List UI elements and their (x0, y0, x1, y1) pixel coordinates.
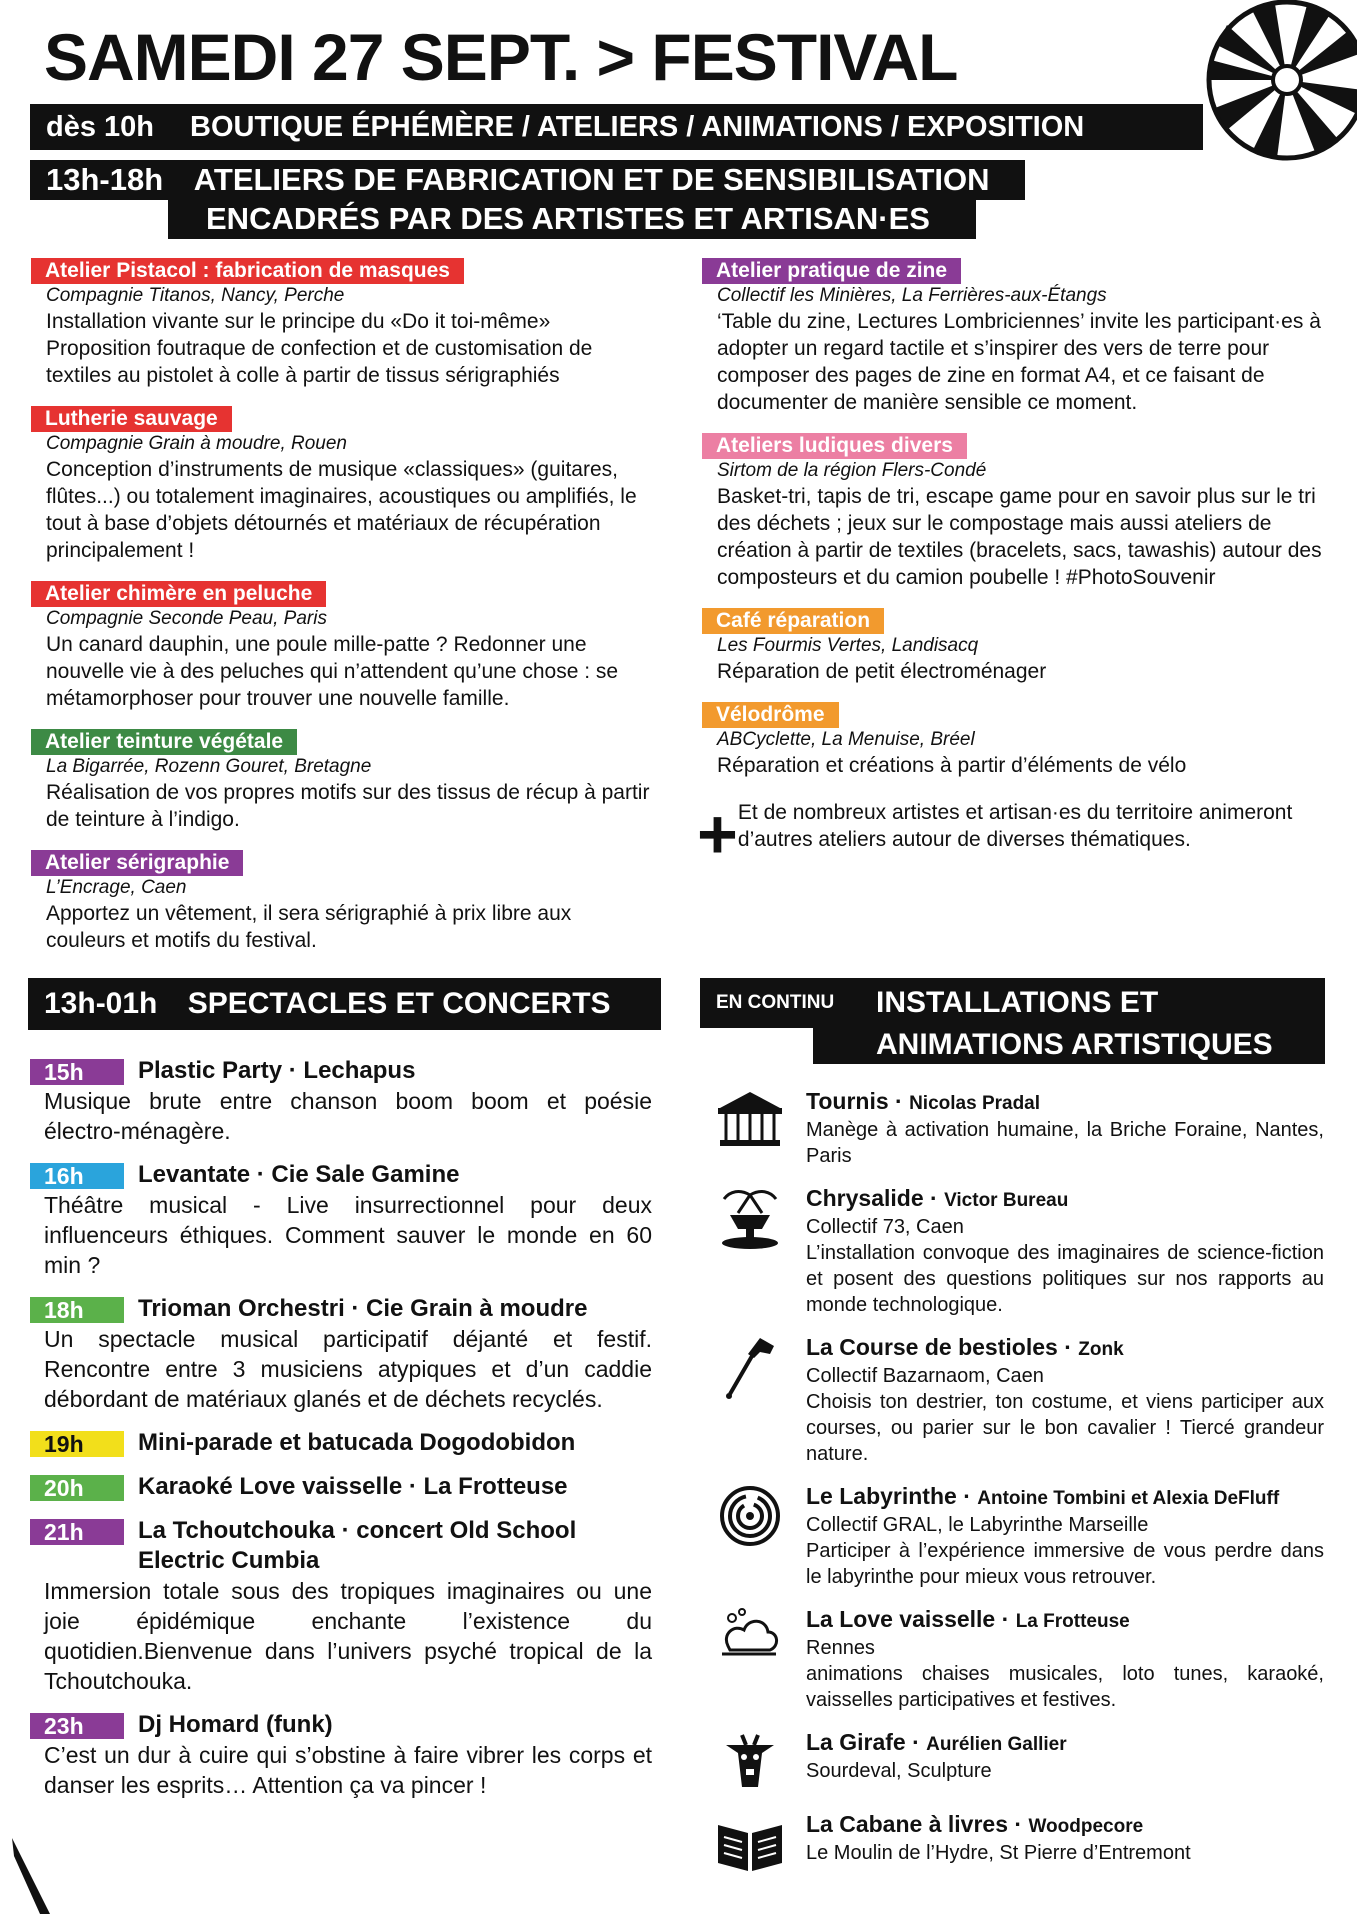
workshop-organizer: ABCyclette, La Menuise, Bréel (717, 729, 975, 750)
show-title: Karaoké Love vaisselle · La Frotteuse (138, 1473, 568, 1500)
show-item (44, 1160, 652, 1280)
installation-organizer: Collectif GRAL, le Labyrinthe Marseille (806, 1514, 1149, 1536)
show-item (44, 1294, 652, 1414)
installation-organizer: Collectif 73, Caen (806, 1216, 964, 1238)
installation-description: Choisis ton destrier, ton costume, et viens participer aux courses, ou parier sur le bon cavalier ! Tiercé grandeur nature. (806, 1391, 1324, 1465)
installation-organizer: Le Moulin de l’Hydre, St Pierre d’Entremont (806, 1842, 1191, 1864)
show-title: Levantate · Cie Sale Gamine (138, 1161, 460, 1188)
schedule-bar-morning (30, 104, 1203, 150)
installation-item: Tournis · Nicolas Pradal Manège à activation humaine, la Briche Foraine, Nantes, Paris (712, 1088, 1324, 1169)
installations-list (712, 1088, 1324, 1893)
installation-artist: Nicolas Pradal (909, 1093, 1041, 1114)
carousel-icon (712, 1088, 788, 1154)
show-title: Trioman Orchestri · Cie Grain à moudre (138, 1295, 588, 1322)
workshop-description: Réparation de petit électroménager (717, 660, 1047, 683)
show-title: La Tchoutchouka · concert Old School Electric Cumbia (138, 1517, 577, 1574)
installation-artist: Woodpecore (1028, 1816, 1144, 1837)
installation-artist: Antoine Tombini et Alexia DeFluff (977, 1488, 1280, 1509)
installation-artist: Aurélien Gallier (926, 1734, 1067, 1755)
workshop-description: Conception d’instruments de musique «classiques» (guitares, flûtes...) ou totalement imaginaires, acoustiques ou amplifiés, le tout à base d’objets détournés et matériaux de récupération principalement ! (46, 458, 637, 562)
installation-artist: La Frotteuse (1015, 1611, 1130, 1632)
installation-organizer: Sourdeval, Sculpture (806, 1760, 992, 1782)
installations-header-bar (700, 978, 1325, 1028)
workshop-label: Atelier pratique de zine (702, 258, 961, 284)
show-time: 18h (30, 1297, 124, 1323)
installation-title: La Love vaisselle (806, 1606, 996, 1632)
workshop-organizer: Compagnie Titanos, Nancy, Perche (46, 285, 345, 306)
show-item (44, 1472, 652, 1502)
bar-label: ENCADRÉS PAR DES ARTISTES ET ARTISAN·ES (206, 201, 930, 236)
workshop-item (717, 433, 1325, 591)
workshop-label: Lutherie sauvage (31, 406, 232, 432)
workshop-description: Apportez un vêtement, il sera sérigraphié à prix libre aux couleurs et motifs du festival. (46, 902, 572, 952)
installation-title: Chrysalide (806, 1185, 924, 1211)
workshops-left-column (46, 258, 654, 971)
workshop-description: Installation vivante sur le principe du «Do it toi-même» Proposition foutraque de confection et de customisation de textiles au pistolet à colle à partir de tissus sérigraphiés (46, 310, 593, 387)
installation-item: Le Labyrinthe · Antoine Tombini et Alexia DeFluff Collectif GRAL, le Labyrinthe Marseille Participer à l’expérience immersive de vous perdre dans le labyrinthe pour mieux vous retrouver. (712, 1483, 1324, 1590)
workshop-organizer: La Bigarrée, Rozenn Gouret, Bretagne (46, 756, 372, 777)
installation-organizer: Rennes (806, 1637, 875, 1659)
bar-time: 13h-18h (46, 162, 164, 197)
shows-header-bar (28, 978, 661, 1030)
show-time: 15h (30, 1059, 124, 1085)
workshop-item (46, 729, 654, 833)
show-description: C’est un dur à cuire qui s’obstine à faire vibrer les corps et danser les esprits… Attention ça va pincer ! (44, 1742, 652, 1798)
show-item (44, 1428, 652, 1458)
installation-item: La Love vaisselle · La Frotteuse Rennes animations chaises musicales, loto tunes, karaoké, vaisselles participatives et festives. (712, 1606, 1324, 1713)
workshop-description: Réalisation de vos propres motifs sur des tissus de récup à partir de teinture à l’indigo. (46, 781, 650, 831)
installation-item: La Girafe · Aurélien Gallier Sourdeval, Sculpture (712, 1729, 1324, 1795)
workshop-organizer: L’Encrage, Caen (46, 877, 187, 898)
installation-description: Participer à l’expérience immersive de vous perdre dans le labyrinthe pour mieux vous retrouver. (806, 1540, 1324, 1588)
installation-title: La Course de bestioles (806, 1334, 1058, 1360)
show-description: Un spectacle musical participatif déjanté et festif. Rencontre entre 3 musiciens atypiques et d’un caddie débordant de matériaux glanés et de déchets recyclés. (44, 1326, 652, 1412)
more-workshops-text: Et de nombreux artistes et artisan·es du territoire animeront d’autres ateliers autour de diverses thématiques. (737, 801, 1293, 851)
workshop-description: Un canard dauphin, une poule mille-patte ? Redonner une nouvelle vie à des peluches qui n’attendent qu’une chose : se métamorphoser pour trouver une nouvelle famille. (46, 633, 619, 710)
installation-title: Le Labyrinthe (806, 1483, 957, 1509)
bar-time: dès 10h (46, 110, 154, 143)
installation-item: La Course de bestioles · Zonk Collectif Bazarnaom, Caen Choisis ton destrier, ton costume, et viens participer aux courses, ou parier sur le bon cavalier ! Tiercé grandeur nature. (712, 1334, 1324, 1467)
show-item (44, 1516, 652, 1696)
workshop-item (46, 850, 654, 954)
workshop-label: Atelier Pistacol : fabrication de masques (31, 258, 464, 284)
installation-artist: Victor Bureau (944, 1190, 1069, 1211)
workshop-label: Atelier chimère en peluche (31, 581, 326, 607)
installation-item: Chrysalide · Victor Bureau Collectif 73, Caen L’installation convoque des imaginaires de science-fiction et posent des questions politiques sur nos rapports au monde technologique. (712, 1185, 1324, 1318)
fountain-icon (712, 1185, 788, 1251)
shows-title: SPECTACLES ET CONCERTS (187, 987, 611, 1020)
bar-label: ATELIERS DE FABRICATION ET DE SENSIBILISATION (193, 162, 990, 197)
more-workshops-note (697, 795, 1325, 873)
show-item (44, 1710, 652, 1800)
schedule-bar-afternoon-time (30, 160, 1025, 200)
installation-artist: Zonk (1078, 1339, 1124, 1360)
corner-scratch-decoration (10, 1836, 60, 1916)
workshop-description: ‘Table du zine, Lectures Lombriciennes’ invite les participant·es à adopter un regard tactile et s’inspirer des vers de terre pour composer des pages de zine en format A4, et ce faisant de documenter de manière sensible ce moment. (717, 310, 1321, 414)
show-time: 21h (30, 1519, 124, 1545)
installations-tag: EN CONTINU (716, 992, 835, 1013)
workshop-label: Café réparation (702, 608, 884, 634)
installation-title: La Girafe (806, 1729, 906, 1755)
show-description: Musique brute entre chanson boom boom et poésie électro-ménagère. (44, 1088, 652, 1144)
show-time: 20h (30, 1475, 124, 1501)
plus-icon: + (697, 795, 738, 873)
show-title: Mini-parade et batucada Dogodobidon (138, 1429, 576, 1456)
workshop-organizer: Sirtom de la région Flers-Condé (717, 460, 987, 481)
installation-title: La Cabane à livres (806, 1811, 1008, 1837)
installation-title: Tournis (806, 1088, 889, 1114)
installation-item: La Cabane à livres · Woodpecore Le Moulin de l’Hydre, St Pierre d’Entremont (712, 1811, 1324, 1877)
workshop-organizer: Les Fourmis Vertes, Landisacq (717, 635, 979, 656)
workshop-organizer: Compagnie Seconde Peau, Paris (46, 608, 327, 629)
workshop-label: Atelier sérigraphie (31, 850, 243, 876)
workshop-label: Ateliers ludiques divers (702, 433, 967, 459)
workshop-organizer: Collectif les Minières, La Ferrières-aux-Étangs (717, 285, 1107, 306)
schedule-bar-afternoon-sub (168, 199, 976, 239)
show-item (44, 1056, 652, 1146)
show-title: Plastic Party · Lechapus (138, 1057, 416, 1084)
book-icon (712, 1811, 788, 1877)
installation-organizer: Collectif Bazarnaom, Caen (806, 1365, 1044, 1387)
workshop-item (717, 702, 1325, 779)
maze-icon (712, 1483, 788, 1549)
installation-description: L’installation convoque des imaginaires de science-fiction et posent des questions politiques sur nos rapports au monde technologique. (806, 1242, 1324, 1316)
workshop-organizer: Compagnie Grain à moudre, Rouen (46, 433, 348, 454)
workshop-label: Vélodrôme (702, 702, 839, 728)
show-time: 23h (30, 1713, 124, 1739)
show-description: Théâtre musical - Live insurrectionnel pour deux influenceurs éthiques. Comment sauver le monde en 60 min ? (44, 1192, 652, 1278)
dishes-icon (712, 1606, 788, 1672)
show-time: 19h (30, 1431, 124, 1457)
shows-time: 13h-01h (44, 987, 158, 1020)
workshop-item (717, 258, 1325, 416)
installation-description: animations chaises musicales, loto tunes, karaoké, vaisselles participatives et festives. (806, 1663, 1324, 1711)
workshop-description: Réparation et créations à partir d’éléments de vélo (717, 754, 1187, 777)
workshop-label: Atelier teinture végétale (31, 729, 297, 755)
bar-label: BOUTIQUE ÉPHÉMÈRE / ATELIERS / ANIMATIONS / EXPOSITION (190, 110, 1085, 143)
workshops-right-column (697, 258, 1325, 873)
giraffe-icon (712, 1729, 788, 1795)
workshop-item (46, 581, 654, 712)
installations-title-sub: ANIMATIONS ARTISTIQUES (876, 1028, 1273, 1061)
show-time: 16h (30, 1163, 124, 1189)
show-description: Immersion totale sous des tropiques imaginaires ou une joie épidémique enchante l’existence du quotidien.Bienvenue dans l’univers psyché tropical de la Tchoutchouka. (44, 1578, 652, 1694)
show-title: Dj Homard (funk) (138, 1711, 333, 1738)
workshop-item (46, 258, 654, 389)
workshop-item (46, 406, 654, 564)
installations-header-bar-sub (813, 1024, 1325, 1064)
installations-title: INSTALLATIONS ET (876, 986, 1159, 1019)
installation-description: Manège à activation humaine, la Briche Foraine, Nantes, Paris (806, 1119, 1324, 1167)
workshop-item (717, 608, 1325, 685)
workshop-description: Basket-tri, tapis de tri, escape game pour en savoir plus sur le tri des déchets ; jeux sur le compostage mais aussi ateliers de création à partir de textiles (bracelets, sacs, tawashis) autour des composteurs et du camion poubelle ! #PhotoSouvenir (717, 485, 1322, 589)
page-title: SAMEDI 27 SEPT. > FESTIVAL (44, 20, 958, 94)
hobby-horse-icon (712, 1334, 788, 1400)
shows-list (44, 1056, 652, 1814)
